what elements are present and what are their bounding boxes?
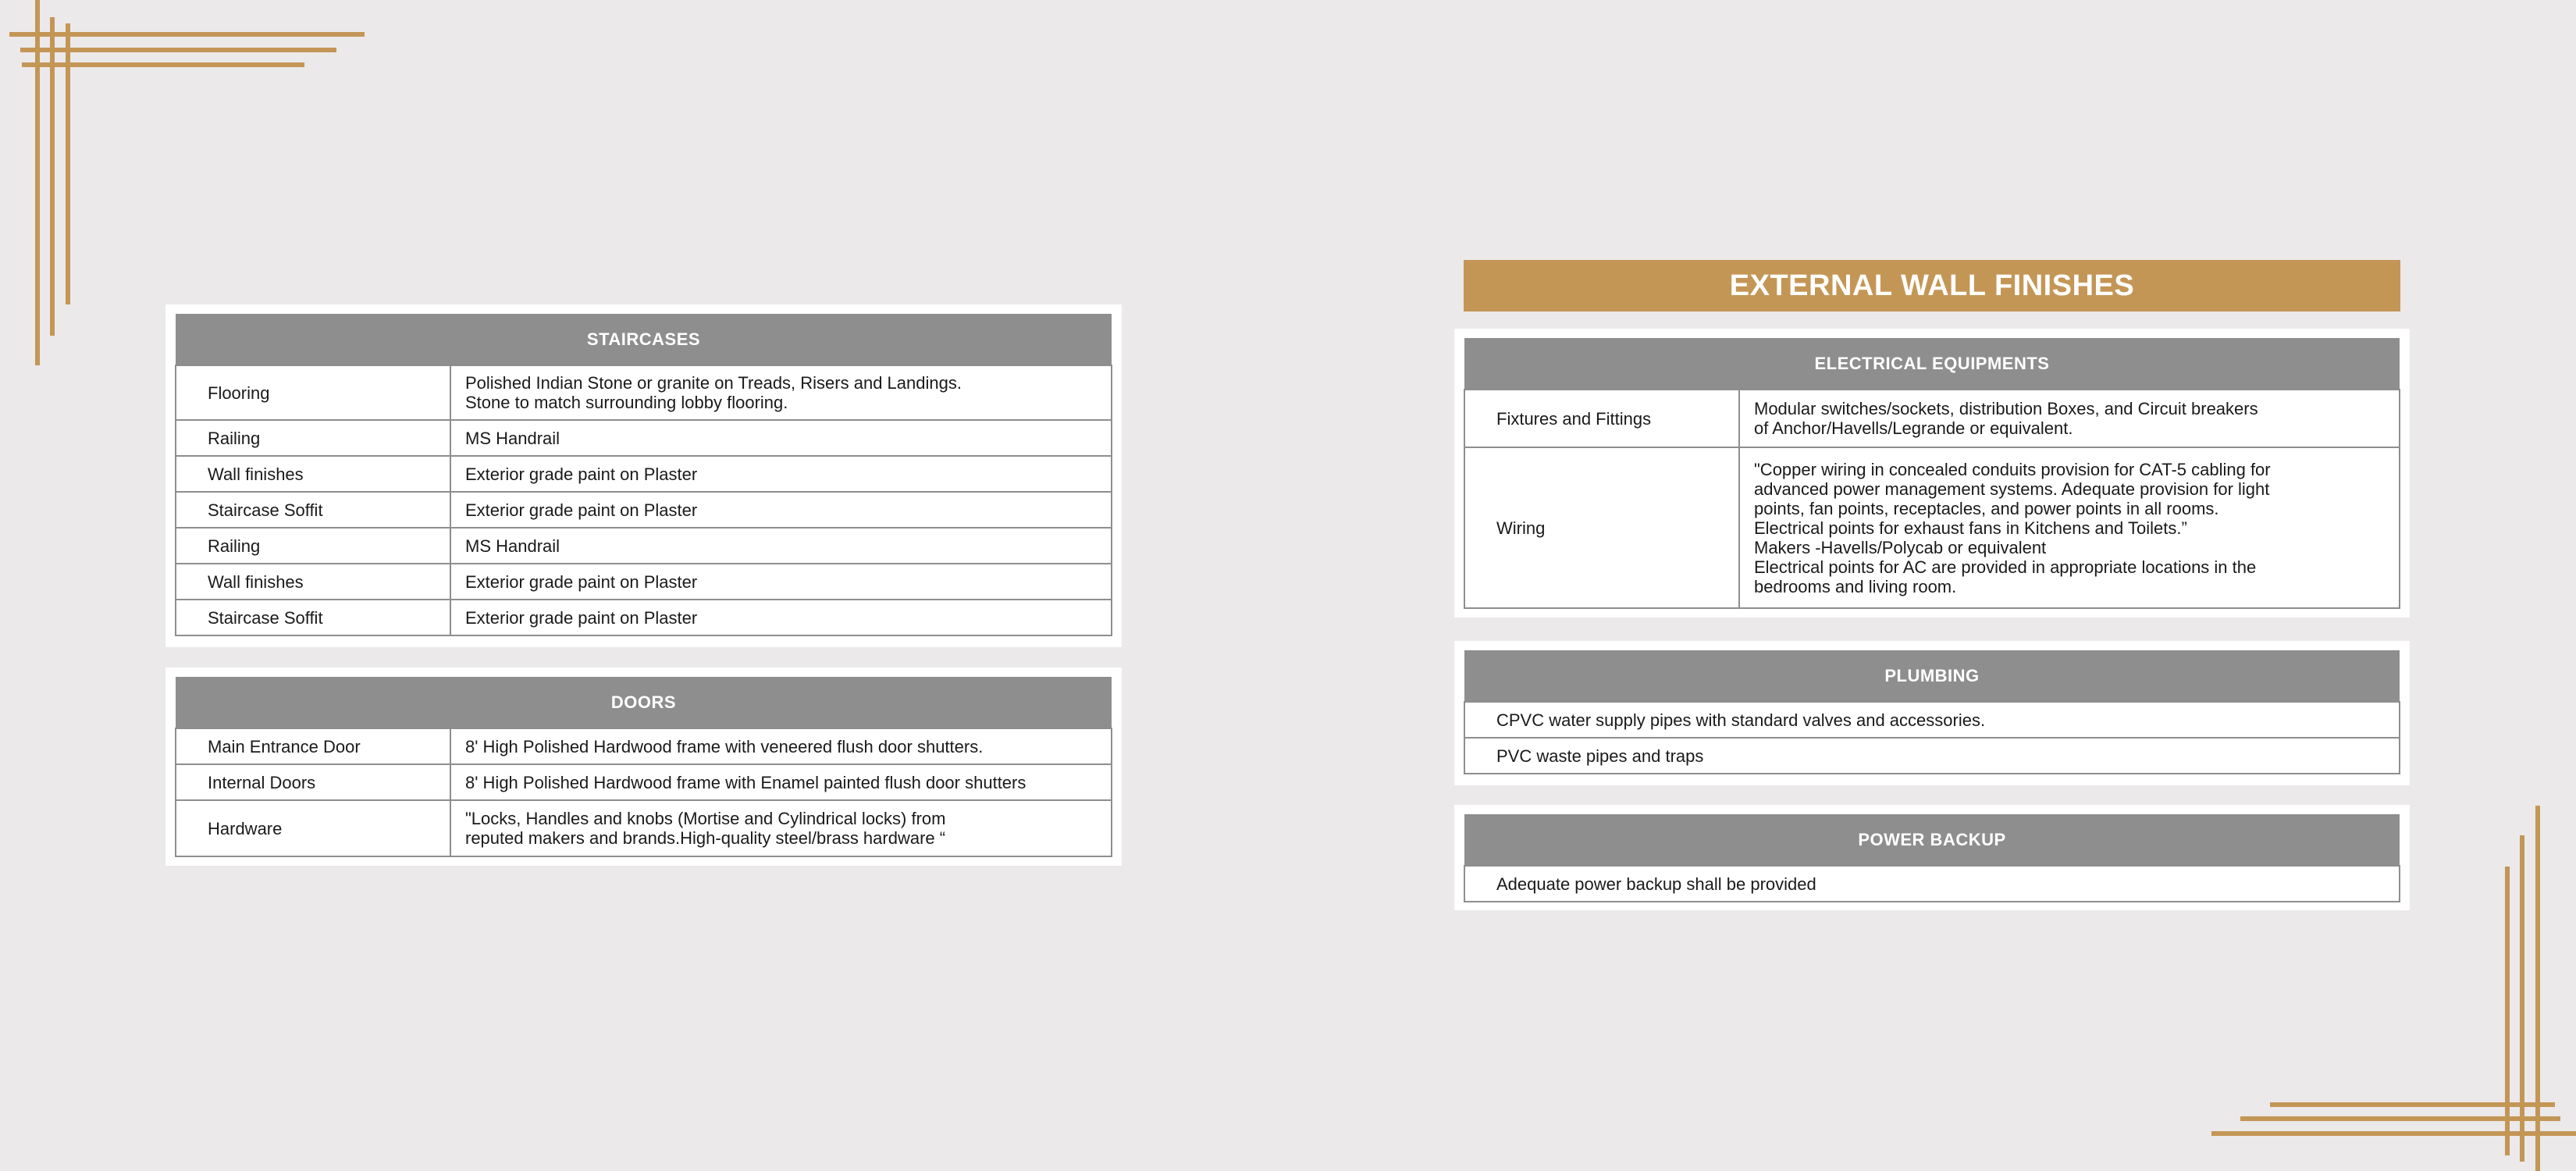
row-value: MS Handrail [450, 528, 1112, 564]
table-row [1464, 866, 2400, 902]
row-label: Wall finishes [176, 564, 450, 600]
doors-panel [165, 667, 1122, 866]
row-label: Railing [176, 528, 450, 564]
decor-line [2520, 835, 2524, 1162]
power-backup-table [1464, 814, 2400, 902]
row-value: Exterior grade paint on Plaster [450, 564, 1112, 600]
row-label: Fixtures and Fittings [1464, 390, 1739, 447]
staircases-panel [165, 304, 1122, 647]
row-label: Staircase Soffit [176, 600, 450, 635]
row-label: Flooring [176, 365, 450, 420]
row-value: "Copper wiring in concealed conduits provision for CAT-5 cabling for advanced power management systems. Adequate provision for light points, fan points, receptacles, and power points in all rooms. Electrical points for exhaust fans in Kitchens and Toilets.” Makers -Havells/Polycab or equivalent Electrical points for AC are provided in appropriate locations in the bedrooms and living room. [1739, 447, 2400, 608]
table-row [176, 420, 1112, 456]
plumbing-table [1464, 650, 2400, 774]
decor-line [50, 17, 55, 336]
row-label: Staircase Soffit [176, 492, 450, 528]
row-value: PVC waste pipes and traps [1464, 738, 2400, 774]
decor-line [2505, 867, 2510, 1155]
power-backup-title: POWER BACKUP [1464, 814, 2400, 866]
row-value: Exterior grade paint on Plaster [450, 600, 1112, 635]
staircases-title: STAIRCASES [176, 314, 1112, 365]
table-row [1464, 447, 2400, 608]
table-row [1464, 390, 2400, 447]
table-row [176, 456, 1112, 492]
row-value: Modular switches/sockets, distribution Boxes, and Circuit breakers of Anchor/Havells/Legrande or equivalent. [1739, 390, 2400, 447]
row-label: Wiring [1464, 447, 1739, 608]
electrical-table [1464, 338, 2400, 609]
row-label: Railing [176, 420, 450, 456]
staircases-table [175, 314, 1112, 636]
table-row [176, 365, 1112, 420]
table-row [176, 800, 1112, 856]
table-row [176, 492, 1112, 528]
table-row [1464, 738, 2400, 774]
row-value: Polished Indian Stone or granite on Treads, Risers and Landings. Stone to match surrounding lobby flooring. [450, 365, 1112, 420]
electrical-panel [1454, 329, 2410, 618]
decor-line [2270, 1102, 2555, 1107]
row-value: Exterior grade paint on Plaster [450, 492, 1112, 528]
row-label: Hardware [176, 800, 450, 856]
row-value: 8' High Polished Hardwood frame with Enamel painted flush door shutters [450, 764, 1112, 800]
row-label: Main Entrance Door [176, 728, 450, 764]
table-row [176, 564, 1112, 600]
doors-table [175, 677, 1112, 857]
corner-decoration-top-left [0, 0, 367, 74]
plumbing-panel [1454, 641, 2410, 785]
row-value: CPVC water supply pipes with standard valves and accessories. [1464, 702, 2400, 738]
power-backup-panel [1454, 805, 2410, 910]
row-label: Wall finishes [176, 456, 450, 492]
row-label: Internal Doors [176, 764, 450, 800]
row-value: Exterior grade paint on Plaster [450, 456, 1112, 492]
row-value: MS Handrail [450, 420, 1112, 456]
row-value: Adequate power backup shall be provided [1464, 866, 2400, 902]
row-value: 8' High Polished Hardwood frame with veneered flush door shutters. [450, 728, 1112, 764]
table-row [176, 528, 1112, 564]
electrical-title: ELECTRICAL EQUIPMENTS [1464, 338, 2400, 390]
doors-title: DOORS [176, 677, 1112, 728]
decor-line [2240, 1116, 2560, 1121]
external-wall-finishes-title: EXTERNAL WALL FINISHES [1464, 260, 2400, 311]
decor-line [22, 62, 304, 67]
decor-line [35, 0, 40, 365]
decor-line [2535, 806, 2540, 1171]
table-row [176, 764, 1112, 800]
row-value: "Locks, Handles and knobs (Mortise and Cylindrical locks) from reputed makers and brands.High-quality steel/brass hardware “ [450, 800, 1112, 856]
table-row [1464, 702, 2400, 738]
decor-line [66, 23, 70, 304]
plumbing-title: PLUMBING [1464, 650, 2400, 702]
table-row [176, 600, 1112, 635]
decor-line [9, 32, 365, 37]
table-row [176, 728, 1112, 764]
